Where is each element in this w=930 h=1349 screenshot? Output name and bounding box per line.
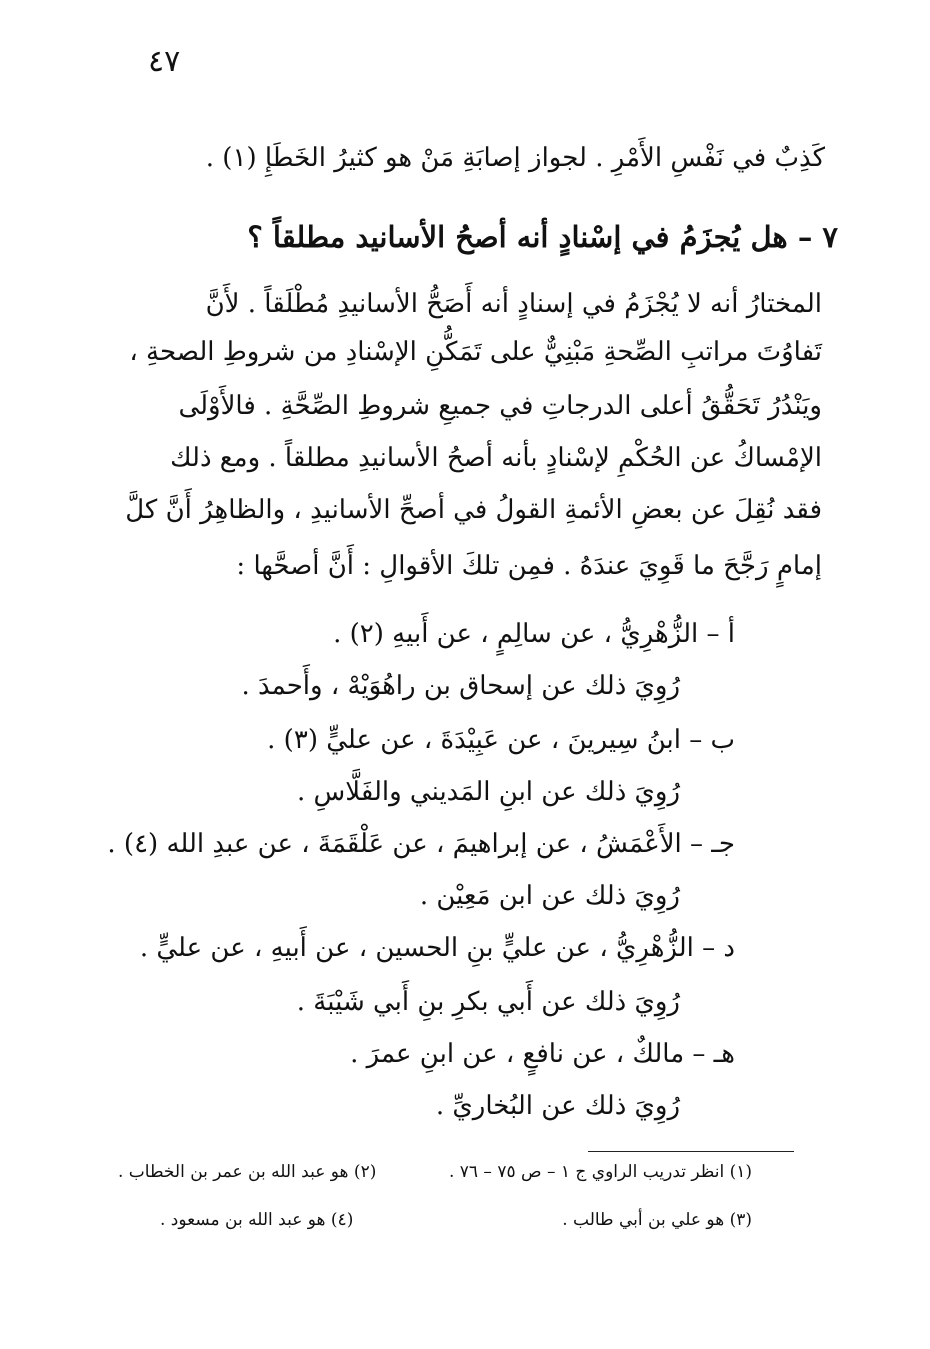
paragraph-line: المختارُ أنه لا يُجْزَمُ في إسنادٍ أنه أَصَحُّ الأسانيدِ مُطْلَقاً . لأَنَّ — [205, 289, 822, 319]
section-heading: ٧ – هل يُجزَمُ في إسْنادٍ أنه أصحُ الأسانيد مطلقاً ؟ — [247, 220, 838, 254]
list-item-narration: رُوِيَ ذلك عن أَبي بكرِ بنِ أَبي شَيْبَةَ . — [296, 987, 680, 1017]
footnote-1: (١) انظر تدريب الراوي ج ١ – ص ٧٥ – ٧٦ . — [448, 1162, 752, 1182]
list-item-narration: رُوِيَ ذلك عن ابنِ المَديني والفَلَّاسِ . — [297, 777, 680, 807]
list-item-chain: ب – ابنُ سِيرينَ ، عن عَبِيْدَةَ ، عن عليٍّ (٣) . — [267, 725, 735, 755]
paragraph-line: إمامٍ رَجَّحَ ما قَوِيَ عندَهُ . فمِن تلكَ الأقوالِ : أَنَّ أصحَّها : — [236, 551, 822, 581]
footnote-3: (٣) هو علي بن أبي طالب . — [562, 1210, 752, 1230]
paragraph-line: فقد نُقِلَ عن بعضِ الأئمةِ القولُ في أصحِّ الأسانيدِ ، والظاهِرُ أَنَّ كلَّ — [125, 495, 822, 525]
list-item-narration: رُوِيَ ذلك عن ابن مَعِيْن . — [419, 881, 680, 911]
paragraph-line: ويَنْدُرُ تَحَقُّقُ أعلى الدرجاتِ في جميعِ شروطِ الصِّحَّةِ . فالأَوْلَى — [178, 391, 822, 421]
footnote-divider — [588, 1151, 794, 1152]
list-item-chain: أ – الزُّهْرِيُّ ، عن سالِمٍ ، عن أَبيهِ (٢) . — [333, 619, 735, 649]
footnote-4: (٤) هو عبد الله بن مسعود . — [160, 1210, 354, 1230]
paragraph-line: الإمْساكُ عن الحُكْمِ لإسْنادٍ بأنه أصحُ الأسانيدِ مطلقاً . ومع ذلك — [170, 443, 822, 473]
list-item-chain: د – الزُّهْرِيُّ ، عن عليٍّ بنِ الحسين ، عن أَبيهِ ، عن عليٍّ . — [139, 933, 735, 963]
footnote-2: (٢) هو عبد الله بن عمر بن الخطاب . — [118, 1162, 377, 1182]
list-item-narration: رُوِيَ ذلك عن إسحاق بن راهُوَيْهْ ، وأَحمدَ . — [241, 671, 680, 701]
paragraph-line: تَفاوُتَ مراتبِ الصِّحةِ مَبْنِيٌّ على تَمَكُّنِ الإسْنادِ من شروطِ الصحةِ ، — [129, 337, 822, 367]
intro-line: كَذِبٌ في نَفْسِ الأَمْرِ . لجواز إصابَةِ مَنْ هو كثيرُ الخَطَإِ (١) . — [205, 143, 825, 173]
list-item-narration: رُوِيَ ذلك عن البُخاريِّ . — [435, 1091, 680, 1121]
page-number: ٤٧ — [148, 44, 181, 79]
list-item-chain: جـ – الأَعْمَشُ ، عن إبراهيمَ ، عن عَلْقَمَةَ ، عن عبدِ الله (٤) . — [107, 829, 735, 859]
list-item-chain: هـ – مالكٌ ، عن نافعٍ ، عن ابنِ عمرَ . — [350, 1039, 735, 1069]
